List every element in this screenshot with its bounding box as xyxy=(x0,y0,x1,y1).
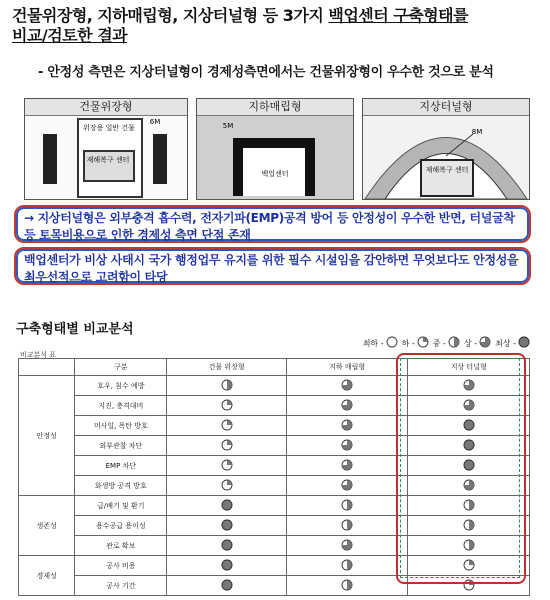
rating-cell xyxy=(167,556,287,576)
legend-item-lowest xyxy=(363,336,398,350)
image-label-2: 재해복구 센터 xyxy=(86,156,130,164)
dashed-frame-tunnel xyxy=(400,358,520,578)
legend-label-4: 상 - xyxy=(463,338,478,348)
rating-icon xyxy=(341,559,353,573)
rating-icon xyxy=(341,459,353,473)
image-caption-2: 지하매립형 xyxy=(197,99,353,116)
rating-cell xyxy=(286,536,408,556)
legend-label-2: 하 - xyxy=(401,338,415,348)
rating-cell xyxy=(167,496,287,516)
rating-cell xyxy=(167,396,287,416)
page-heading xyxy=(12,6,542,46)
image-caption-3: 지상터널형 xyxy=(363,99,529,116)
group-name-cell: 경제성 xyxy=(19,556,75,596)
surface-tunnel-image xyxy=(362,98,530,200)
criterion-cell: 급/배기 및 환기 xyxy=(75,496,167,516)
rating-lowest-icon xyxy=(386,336,398,350)
legend-item-mid xyxy=(433,336,460,350)
rating-cell xyxy=(286,516,408,536)
rating-cell xyxy=(286,476,408,496)
heading-text: 건물위장형, 지하매립형, 지상터널형 등 3가지 xyxy=(12,6,329,25)
rating-icon xyxy=(341,499,353,513)
building-pillar-right xyxy=(153,134,167,184)
rating-mid-icon xyxy=(448,336,460,350)
rating-cell xyxy=(167,416,287,436)
criterion-cell: 외부관찰 차단 xyxy=(75,436,167,456)
image-label-5: 백업센터 xyxy=(261,170,289,178)
rating-cell xyxy=(167,536,287,556)
image-label: 위장용 일반 건물 xyxy=(83,124,135,132)
building-pillar-left xyxy=(43,134,57,184)
table-label: 비교분석 표 xyxy=(20,351,57,359)
legend-item-highest xyxy=(495,336,530,350)
rating-icon xyxy=(341,399,353,413)
criterion-cell: 공사 기간 xyxy=(75,576,167,596)
rating-cell xyxy=(167,436,287,456)
recommendation-callout: 백업센터가 비상 사태시 국가 행정업무 유지를 위한 필수 시설임을 감안하면 무엇보다도 안정성을 최우선적으로 고려함이 타당 xyxy=(14,247,531,285)
header-surface-tunnel: 지상 터널형 xyxy=(408,359,530,376)
underground-image xyxy=(196,98,354,200)
criterion-cell: 화생방 공격 방호 xyxy=(75,476,167,496)
rating-icon xyxy=(341,519,353,533)
image-label-3: 6M xyxy=(149,118,161,126)
rating-cell xyxy=(286,496,408,516)
rating-cell xyxy=(167,516,287,536)
rating-icon xyxy=(221,479,233,493)
rating-icon xyxy=(221,499,233,513)
rating-highest-icon xyxy=(518,336,530,350)
rating-cell xyxy=(167,576,287,596)
legend-label-3: 중 - xyxy=(432,338,446,348)
rating-icon xyxy=(221,399,233,413)
analysis-bullet: - 안정성 측면은 지상터널형이 경제성측면에서는 건물위장형이 우수한 것으로 분석 xyxy=(38,65,494,80)
criterion-cell: 호우, 침수 예방 xyxy=(75,376,167,396)
rating-cell xyxy=(286,396,408,416)
rating-icon xyxy=(341,379,353,393)
rating-low-icon xyxy=(417,336,429,350)
image-caption: 건물위장형 xyxy=(25,99,187,116)
legend-item-low xyxy=(402,336,429,350)
criterion-cell: 미사일, 폭탄 방호 xyxy=(75,416,167,436)
criterion-cell: 지진, 충격대비 xyxy=(75,396,167,416)
group-name-cell: 안정성 xyxy=(19,376,75,496)
section-title: 구축형태별 비교분석 xyxy=(16,322,134,337)
building-disguise-image xyxy=(24,98,188,200)
rating-cell xyxy=(167,456,287,476)
rating-cell xyxy=(167,376,287,396)
rating-cell xyxy=(167,476,287,496)
rating-icon xyxy=(221,459,233,473)
legend-label: 최하 - xyxy=(362,338,384,348)
rating-icon xyxy=(341,579,353,593)
legend-item-high xyxy=(464,336,491,350)
rating-icon xyxy=(341,439,353,453)
dr-center-box xyxy=(83,150,135,182)
header-underground: 지하 매립형 xyxy=(286,359,408,376)
criterion-cell: 공사 비용 xyxy=(75,556,167,576)
rating-cell xyxy=(286,556,408,576)
rating-icon xyxy=(221,579,233,593)
conclusion-callout: → 지상터널형은 외부충격 흡수력, 전자기파(EMP)공격 방어 등 안정성이 우수한 반면, 터널굴착 등 토목비용으로 인한 경제성 측면 단점 존재 xyxy=(14,205,531,243)
image-label-4: 5M xyxy=(222,122,234,130)
rating-icon xyxy=(221,559,233,573)
criterion-cell: 관로 확보 xyxy=(75,536,167,556)
construction-type-images xyxy=(24,98,530,198)
rating-icon xyxy=(221,439,233,453)
rating-icon xyxy=(221,419,233,433)
header-building-disguise: 건물 위장형 xyxy=(167,359,287,376)
rating-icon xyxy=(221,539,233,553)
rating-cell xyxy=(286,436,408,456)
criterion-cell: 용수공급 용이성 xyxy=(75,516,167,536)
rating-cell xyxy=(286,416,408,436)
rating-high-icon xyxy=(479,336,491,350)
tunnel-drawing xyxy=(363,116,529,199)
rating-icon xyxy=(341,539,353,553)
rating-legend xyxy=(363,336,530,350)
header-category: 구분 xyxy=(75,359,167,376)
heading-underlined-text-2: 비교/검토한 결과 xyxy=(12,26,128,45)
rating-icon xyxy=(221,519,233,533)
group-name-cell: 생존성 xyxy=(19,496,75,556)
rating-cell xyxy=(286,376,408,396)
rating-icon xyxy=(341,419,353,433)
header-group-col xyxy=(19,359,75,376)
criterion-cell: EMP 차단 xyxy=(75,456,167,476)
image-label-6: 8M xyxy=(471,128,483,136)
heading-underlined-text: 백업센터 구축형태를 xyxy=(328,6,469,25)
legend-label-5: 최상 - xyxy=(495,338,516,348)
rating-cell xyxy=(286,576,408,596)
rating-icon xyxy=(221,379,233,393)
rating-icon xyxy=(341,479,353,493)
rating-cell xyxy=(286,456,408,476)
image-label-7: 재해복구 센터 xyxy=(425,166,469,174)
